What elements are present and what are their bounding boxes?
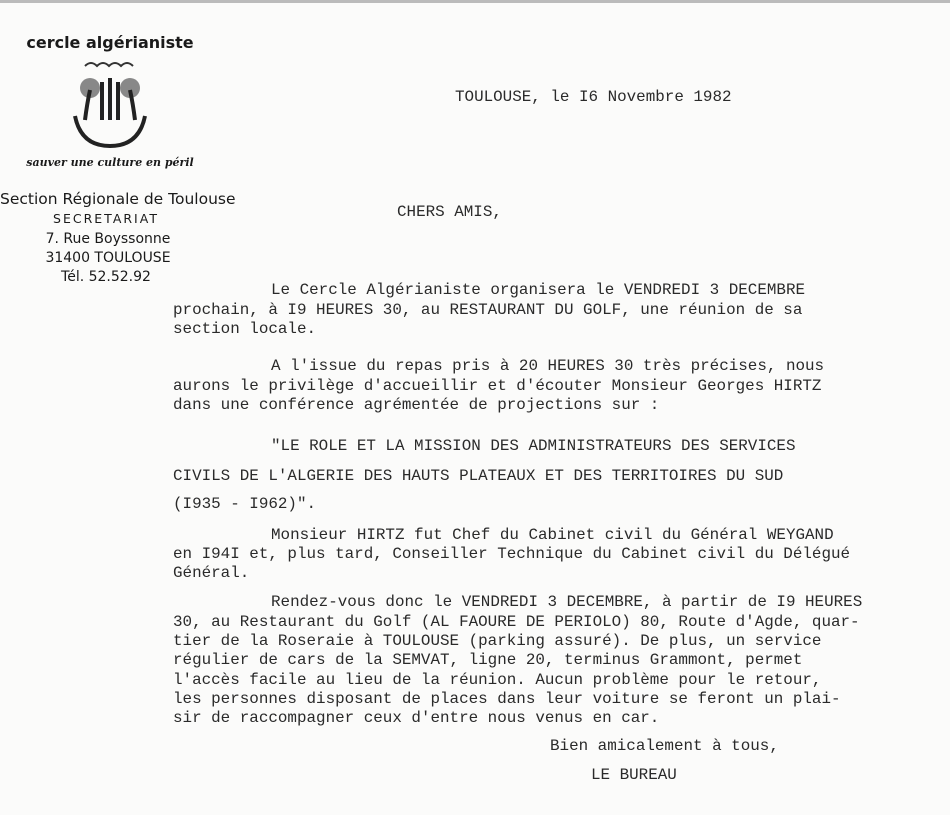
paragraph-line: Le Cercle Algérianiste organisera le VENDREDI 3 DECEMBRE <box>271 281 806 299</box>
logo-bottom-lettering: sauver une culture en péril <box>26 156 194 169</box>
scan-edge <box>0 0 950 3</box>
paragraph-line: 30, au Restaurant du Golf (AL FAOURE DE PERIOLO) 80, Route d'Agde, quar- <box>173 613 860 631</box>
lecture-title-line: (I935 - I962)". <box>173 495 317 513</box>
paragraph-line: les personnes disposant de places dans leur voiture se feront un plai- <box>173 690 841 708</box>
paragraph-line: dans une conférence agrémentée de projections sur : <box>173 396 660 414</box>
paragraph-line: A l'issue du repas pris à 20 HEURES 30 très précises, nous <box>271 357 825 375</box>
lecture-title-line: "LE ROLE ET LA MISSION DES ADMINISTRATEURS DES SERVICES <box>271 437 796 455</box>
salutation: CHERS AMIS, <box>397 203 502 221</box>
address: 7. Rue Boyssonne <box>45 231 171 247</box>
paragraph-line: sir de raccompagner ceux d'entre nous venus en car. <box>173 709 660 727</box>
paragraph-line: aurons le privilège d'accueillir et d'écouter Monsieur Georges HIRTZ <box>173 377 822 395</box>
lecture-title-line: CIVILS DE L'ALGERIE DES HAUTS PLATEAUX ET DES TERRITOIRES DU SUD <box>173 467 784 485</box>
signature: LE BUREAU <box>591 766 677 784</box>
city: 31400 TOULOUSE <box>45 250 171 266</box>
paragraph-line: tier de la Roseraie à TOULOUSE (parking assuré). De plus, un service <box>173 632 822 650</box>
section-name: Section Régionale de Toulouse <box>0 190 236 208</box>
paragraph-line: prochain, à I9 HEURES 30, au RESTAURANT DU GOLF, une réunion de sa <box>173 301 803 319</box>
paragraph-line: en I94I et, plus tard, Conseiller Technique du Cabinet civil du Délégué <box>173 545 851 563</box>
paragraph-line: régulier de cars de la SEMVAT, ligne 20, terminus Grammont, permet <box>173 651 803 669</box>
secretariat-label: SECRETARIAT <box>53 211 159 226</box>
closing: Bien amicalement à tous, <box>550 737 779 755</box>
paragraph-line: section locale. <box>173 320 317 338</box>
paragraph-line: Monsieur HIRTZ fut Chef du Cabinet civil du Général WEYGAND <box>271 526 834 544</box>
logo-top-lettering: cercle algérianiste <box>26 33 194 52</box>
paragraph-line: l'accès facile au lieu de la réunion. Aucun problème pour le retour, <box>173 671 822 689</box>
paragraph-line: Rendez-vous donc le VENDREDI 3 DECEMBRE, à partir de I9 HEURES <box>271 593 863 611</box>
phone: Tél. 52.52.92 <box>61 269 151 285</box>
dateline: TOULOUSE, le I6 Novembre 1982 <box>455 88 732 106</box>
cercle-algerianiste-hand-logo-icon <box>55 58 165 150</box>
paragraph-line: Général. <box>173 564 250 582</box>
